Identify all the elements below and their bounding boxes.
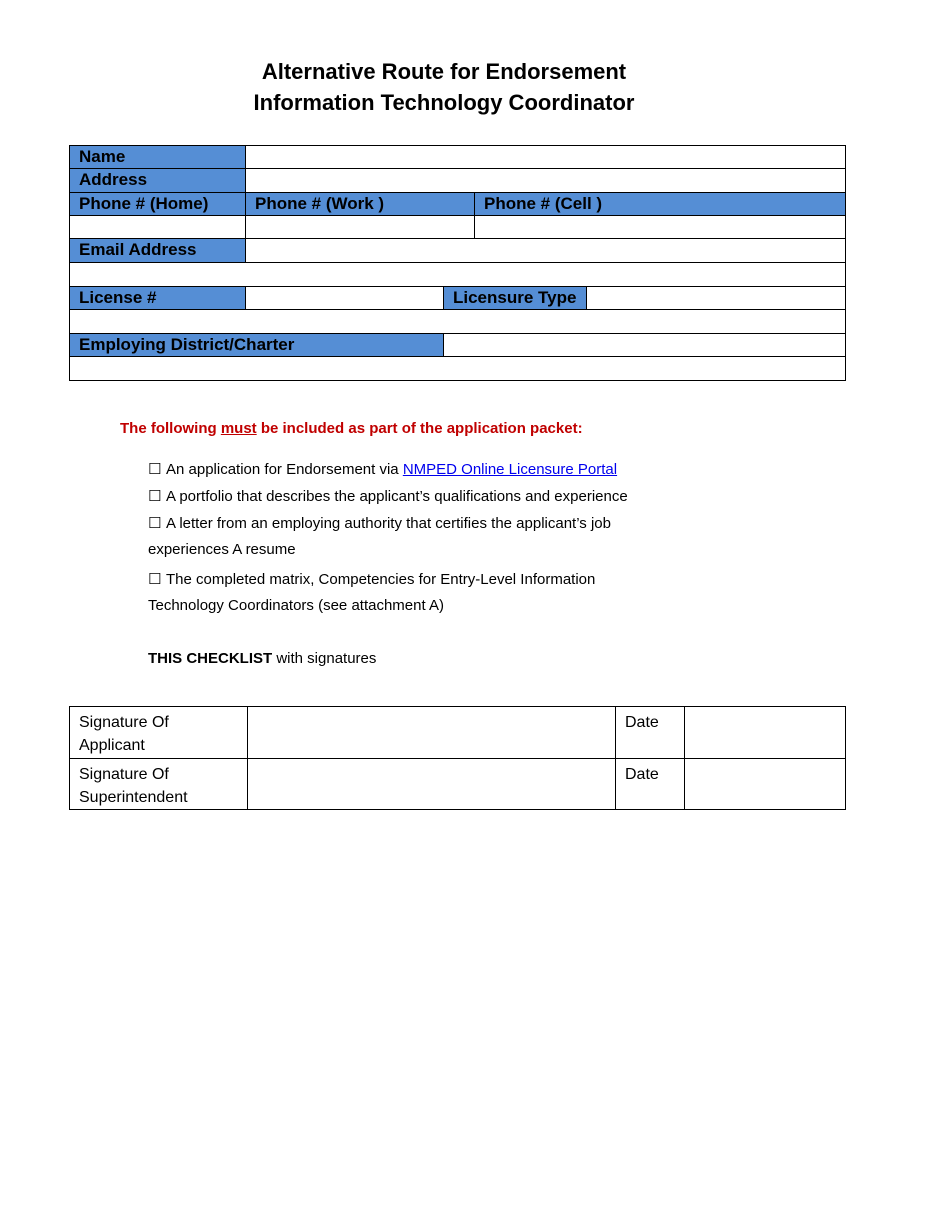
requirement-item: ☐ A letter from an employing authority that certifies the applicant’s job experiences A resume — [148, 511, 708, 563]
spacer-row — [69, 262, 846, 287]
licensure-portal-link[interactable]: NMPED Online Licensure Portal — [402, 461, 618, 478]
requirement-item: ☐ The completed matrix, Competencies for Entry-Level Information Technology Coordinators (see attachment A) — [148, 567, 708, 619]
checkbox-icon[interactable]: ☐ — [148, 571, 162, 588]
form-title-line2: Information Technology Coordinator — [253, 90, 635, 115]
district-field[interactable] — [443, 333, 846, 357]
applicant-info-table — [69, 145, 846, 381]
requirement-item: ☐ A portfolio that describes the applicant’s qualifications and experience — [148, 484, 708, 510]
spacer-row — [69, 356, 846, 381]
name-label: Name — [69, 145, 246, 169]
must-emphasis: must — [220, 420, 257, 437]
address-label: Address — [69, 168, 246, 193]
license-number-field[interactable] — [245, 286, 444, 310]
requirements-intro: The following must be included as part of the application packet: — [120, 420, 583, 437]
phone-home-label: Phone # (Home) — [69, 192, 246, 216]
superintendent-date-label: Date — [615, 758, 685, 810]
applicant-date-label: Date — [615, 706, 685, 759]
applicant-signature-label: Signature Of Applicant — [69, 706, 248, 759]
phone-work-field[interactable] — [245, 215, 475, 239]
phone-cell-field[interactable] — [474, 215, 846, 239]
superintendent-signature-label: Signature Of Superintendent — [69, 758, 248, 810]
licensure-type-label: Licensure Type — [443, 286, 587, 310]
district-label: Employing District/Charter — [69, 333, 444, 357]
spacer-row — [69, 309, 846, 334]
licensure-type-field[interactable] — [586, 286, 846, 310]
signature-table — [69, 706, 846, 810]
applicant-signature-field[interactable] — [247, 706, 616, 759]
applicant-date-field[interactable] — [684, 706, 846, 759]
superintendent-signature-field[interactable] — [247, 758, 616, 810]
email-label: Email Address — [69, 238, 246, 263]
checklist-note: THIS CHECKLIST with signatures — [148, 650, 377, 667]
superintendent-date-field[interactable] — [684, 758, 846, 810]
license-label: License # — [69, 286, 246, 310]
phone-cell-label: Phone # (Cell ) — [474, 192, 846, 216]
phone-home-field[interactable] — [69, 215, 246, 239]
email-field[interactable] — [245, 238, 846, 263]
phone-work-label: Phone # (Work ) — [245, 192, 475, 216]
form-title-line1: Alternative Route for Endorsement — [261, 59, 627, 84]
name-field[interactable] — [245, 145, 846, 169]
checkbox-icon[interactable]: ☐ — [148, 515, 162, 532]
checkbox-icon[interactable]: ☐ — [148, 488, 162, 505]
checkbox-icon[interactable]: ☐ — [148, 461, 162, 478]
requirement-item: ☐ An application for Endorsement via NMPED Online Licensure Portal — [148, 457, 708, 483]
address-field[interactable] — [245, 168, 846, 193]
